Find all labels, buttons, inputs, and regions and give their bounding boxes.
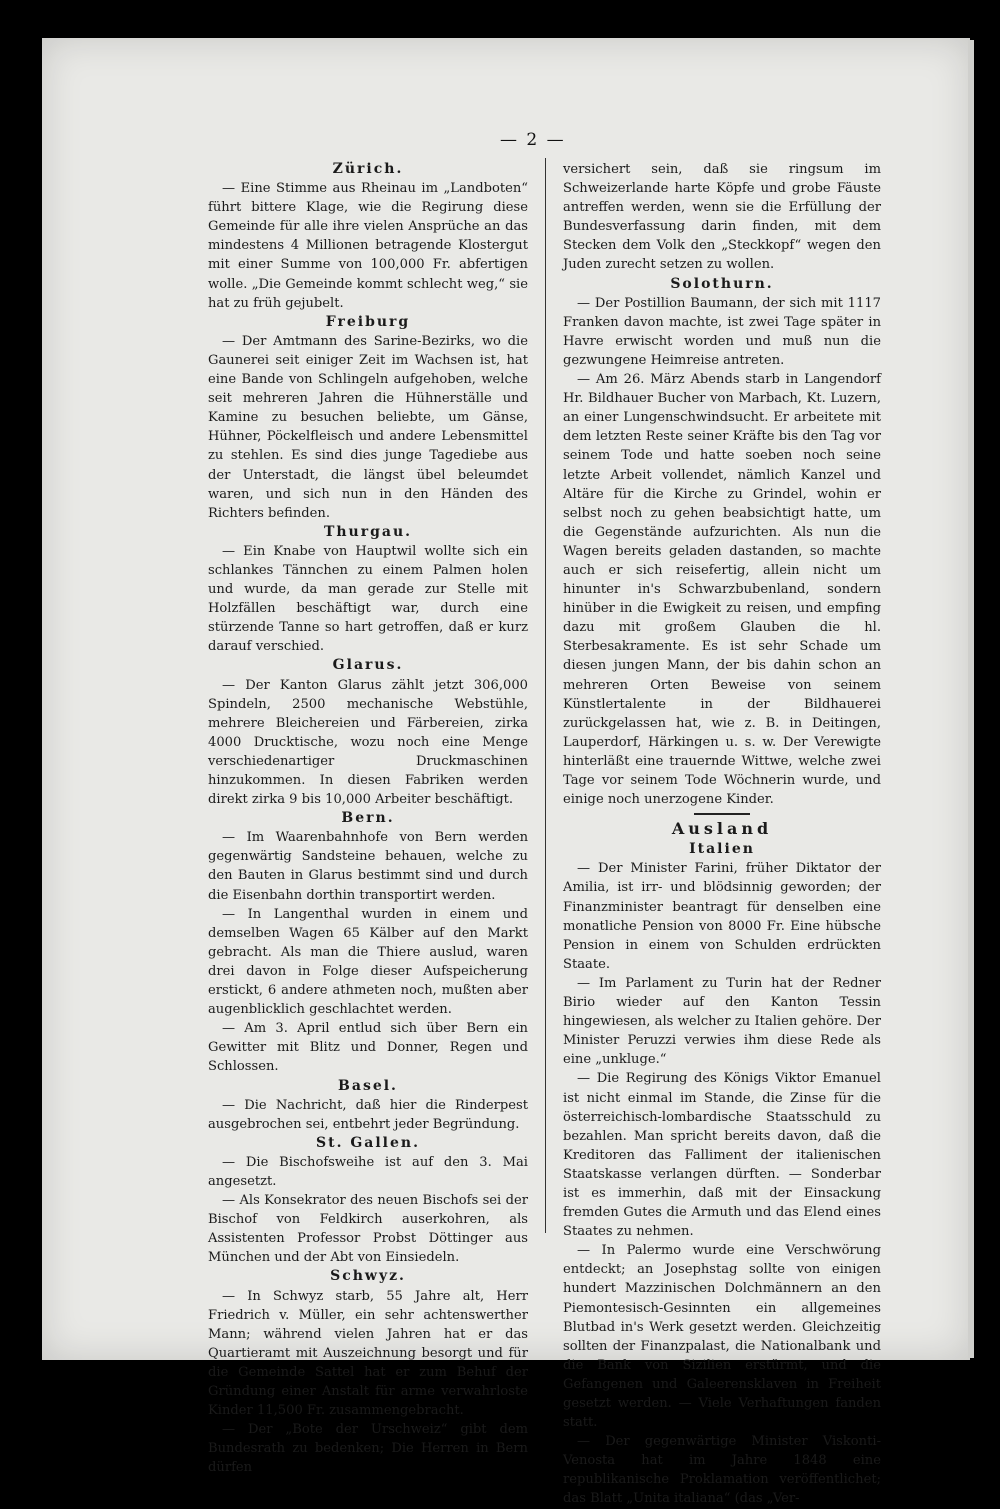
article-paragraph: — In Schwyz starb, 55 Jahre alt, Herr Friedrich v. Müller, ein sehr achtenswerther Mann; während vielen Jahren hat er das Quartieramt mit Auszeichnung besorgt und für die Gemeinde Sattel hat er zum Behuf der Gründung einer Anstalt für arme verwahrloste Kinder 11,500 Fr. zusammengebracht.	[208, 1288, 528, 1419]
article-paragraph-continued: versichert sein, daß sie ringsum im Schweizerlande harte Köpfe und grobe Fäuste antreffen werden, wenn sie die Erfüllung der Bundesverfassung darin finden, mit dem Stecken dem Volk den „Steckkopf“ wegen den Juden zurecht setzen zu wollen.	[563, 162, 881, 273]
section-heading-large: Ausland	[671, 819, 773, 839]
article-paragraph: — Der Minister Farini, früher Diktator der Amilia, ist irr- und blödsinnig geworden; der Finanzminister beantragt für denselben eine monatliche Pension von 8000 Fr. Eine hübsche Pension in einem von Schulden erdrückten Staate.	[563, 861, 881, 972]
article-paragraph: — Der Postillion Baumann, der sich mit 1117 Franken davon machte, ist zwei Tage später in Havre erwischt worden und muß nun die gezwungene Heimreise antreten.	[563, 295, 881, 368]
article-paragraph: — Im Parlament zu Turin hat der Redner Birio wieder auf den Kanton Tessin hingewiesen, als welcher zu Italien gehöre. Der Minister Peruzzi verwies ihm diese Rede als eine „unkluge.“	[563, 975, 881, 1068]
section-heading: Thurgau.	[323, 523, 413, 540]
article-paragraph: — Die Bischofsweihe ist auf den 3. Mai angesetzt.	[208, 1154, 528, 1189]
article-paragraph: — Ein Knabe von Hauptwil wollte sich ein schlankes Tännchen zu einem Palmen holen und wurde, da man gerade zur Stelle mit Holzfällen beschäftigt war, durch eine stürzende Tanne so hart getroffen, daß er kurz darauf verschied.	[208, 543, 528, 655]
right-column	[563, 160, 881, 1509]
page-edge	[968, 40, 974, 1358]
section-heading: Schwyz.	[330, 1268, 406, 1285]
section-heading: Glarus.	[332, 657, 404, 674]
article-paragraph: — In Palermo wurde eine Verschwörung entdeckt; an Josephstag sollte von einigen hundert Mazzinischen Dolchmännern an den Piemontesisch-Gesinnten ein allgemeines Blutbad in's Werk gesetzt werden. Gleichzeitig sollten der Finanzpalast, die Nationalbank und die Bank von Sizilien erstürmt, und die Gefangenen und Galeerensklaven in Freiheit gesetzt werden. — Viele Verhaftungen fanden statt.	[563, 1243, 881, 1431]
section-heading: Italien	[689, 841, 755, 858]
article-paragraph: — Am 3. April entlud sich über Bern ein Gewitter mit Blitz und Donner, Regen und Schlossen.	[208, 1021, 528, 1075]
column-divider	[545, 158, 546, 1233]
section-heading: Basel.	[338, 1077, 398, 1094]
article-paragraph: — Im Waarenbahnhofe von Bern werden gegenwärtig Sandsteine behauen, welche zu den Bauten in Glarus bestimmt sind und durch die Eisenbahn dorthin transportirt werden.	[208, 830, 528, 903]
page-number: — 2 —	[500, 130, 566, 150]
section-heading: Solothurn.	[670, 275, 774, 292]
article-paragraph: — Eine Stimme aus Rheinau im „Landboten“ führt bittere Klage, wie die Regirung diese Gemeinde für alle ihre vielen Ansprüche an das mindestens 4 Millionen betragende Klostergut mit einer Summe von 100,000 Fr. abfertigen wolle. „Die Gemeinde kommt schlecht weg,“ sie hat zu früh gejubelt.	[208, 181, 528, 311]
section-heading: St. Gallen.	[316, 1134, 420, 1151]
article-paragraph: — Der Amtmann des Sarine-Bezirks, wo die Gaunerei seit einiger Zeit im Wachsen ist, hat eine Bande von Schlingeln aufgehoben, welche seit mehreren Jahren die Hühnerställe und Kamine zu besuchen beliebte, um Gänse, Hühner, Pöckelfleisch und andere Lebensmittel zu stehlen. Es sind dies junge Tagediebe aus der Unterstadt, die längst übel beleumdet waren, und sich nun in den Händen des Richters befinden.	[208, 333, 528, 521]
article-paragraph: — Der Kanton Glarus zählt jetzt 306,000 Spindeln, 2500 mechanische Webstühle, mehrere Bleichereien und Färbereien, zirka 4000 Drucktische, wozu noch eine Menge verschiedenartiger Druckmaschinen hinzukommen. In diesen Fabriken werden direkt zirka 9 bis 10,000 Arbeiter beschäftigt.	[208, 677, 528, 808]
section-heading: Zürich.	[332, 161, 404, 177]
article-paragraph: — Als Konsekrator des neuen Bischofs sei der Bischof von Feldkirch auserkohren, als Assistenten Professor Probst Döttinger aus München und der Abt von Einsiedeln.	[208, 1193, 528, 1266]
article-paragraph: — In Langenthal wurden in einem und demselben Wagen 65 Kälber auf den Markt gebracht. Als man die Thiere auslud, waren drei davon in Folge dieser Aufspeicherung erstickt, 6 andere athmeten noch, mußten aber augenblicklich geschlachtet werden.	[208, 906, 528, 1018]
left-column	[208, 160, 528, 1477]
article-paragraph: — Der „Bote der Urschweiz“ gibt dem Bundesrath zu bedenken; Die Herren in Bern dürfen	[208, 1422, 528, 1476]
article-paragraph: — Am 26. März Abends starb in Langendorf Hr. Bildhauer Bucher von Marbach, Kt. Luzern, an einer Lungenschwindsucht. Er arbeitete mit dem letzten Reste seiner Kräfte bis den Tag vor seinem Tode und hatte soeben noch seine letzte Arbeit vollendet, nämlich Kanzel und Altäre für die Kirche zu Grindel, wohin er selbst noch zu gehen beabsichtigt hatte, um die Gegenstände aufzurichten. Als nun die Wagen bereits geladen dastanden, so machte auch er sich reisefertig, allein nicht um hinunter in's Schwarzbubenland, sondern hinüber in die Ewigkeit zu reisen, und empfing dazu mit großem Glauben die hl. Sterbesakramente. Es ist sehr Schade um diesen jungen Mann, der bis dahin schon an mehreren Orten Beweise von seinem Künstlertalente in der Bildhauerei zurückgelassen hat, wie z. B. in Deitingen, Lauperdorf, Härkingen u. s. w. Der Verewigte hinterläßt eine trauernde Wittwe, welche zwei Tage vor seinem Tode Wöchnerin wurde, und einige noch unerzogene Kinder.	[563, 372, 881, 808]
article-paragraph: — Der gegenwärtige Minister Viskonti-Venosta hat im Jahre 1848 eine republikanische Proklamation veröffentlichet; das Blatt „Unita italiana“ (das „Ver-	[563, 1434, 881, 1507]
section-heading: Bern.	[341, 810, 395, 827]
article-paragraph: — Die Nachricht, daß hier die Rinderpest ausgebrochen sei, entbehrt jeder Begründung.	[208, 1097, 528, 1132]
section-separator	[694, 813, 750, 815]
article-paragraph: — Die Regirung des Königs Viktor Emanuel ist nicht einmal im Stande, die Zinse für die österreichisch-lombardische Staatsschuld zu bezahlen. Man spricht bereits davon, daß die Kreditoren das Falliment der italienischen Staatskasse verlangen dürften. — Sonderbar ist es immerhin, daß mit der Einsackung fremden Gutes die Armuth und das Elend eines Staates zu nehmen.	[563, 1071, 881, 1240]
section-heading: Freiburg	[325, 313, 411, 330]
